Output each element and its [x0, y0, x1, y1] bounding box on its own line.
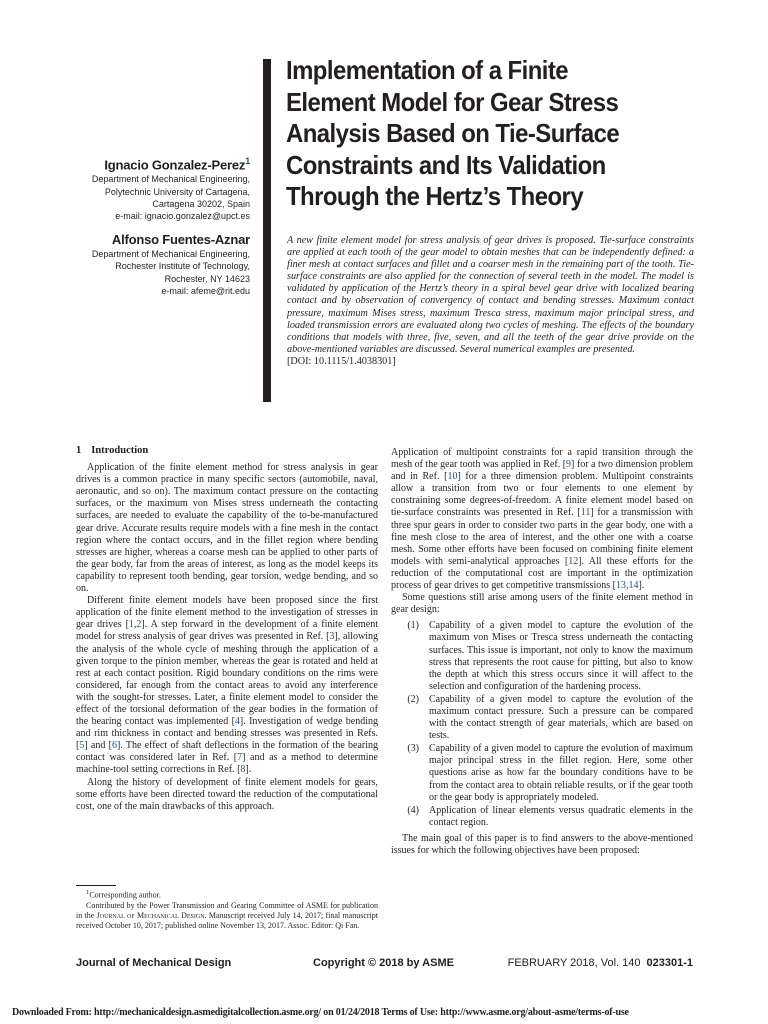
author-affiliation-line: Rochester Institute of Technology, — [115, 261, 250, 272]
citation-link[interactable]: 9 — [566, 459, 572, 471]
paragraph: Application of the finite element method for stress analysis in gear drives is a common practice in many specific sectors (automobile, naval, aeronautic, and so on). The maximum contact pressure on the contacting surfaces, or the maximum von Mises stress underneath the contacting surfaces, are needed to evaluate the capability of the to-be-manufactured gear drive. Accurate results require models with a fine mesh in the contact region where the contact occurs, and in the fillet region where bending stresses are higher, whereas a coarse mesh can be applied to other parts of the gear body, far from the areas of interest, as long as the model keeps its capability to represent tooth bending, gear torsion, wedge bending, and so on. — [76, 462, 378, 595]
author-affiliation-line: Rochester, NY 14623 — [164, 273, 250, 284]
footnotes — [76, 888, 378, 931]
list-item — [391, 805, 693, 829]
author-affiliation-line: Department of Mechanical Engineering, — [91, 249, 250, 260]
title-rule — [263, 59, 271, 402]
author-name: Ignacio Gonzalez-Perez — [104, 157, 246, 173]
paragraph: Application of multipoint constraints for a rapid transition through the mesh of the gear tooth was applied in Ref. [9] for a two dimension problem and in Ref. [10] for a three dimension problem. Multipoint constraints allow a transition from two or four elements to one element by constraining some degrees-of-freedom. A finite element model based on tie-surface constraints was presented in Ref. [11] for a transmission with three spur gears in order to consider two parts in the gear body, one with a fine mesh close to the area of interest, and the other one with a coarse mesh. Some other efforts have been focused on combining finite element models with semi-analytical approaches [12]. All these efforts for the reduction of the computational cost are important in the optimization process of gear drives to get competitive transmissions [13,14]. — [391, 447, 694, 592]
list-item-label: (4) — [407, 804, 419, 816]
author-list — [10, 153, 250, 297]
citation-link[interactable]: 10 — [447, 471, 458, 483]
author-email[interactable]: e-mail: ignacio.gonzalez@upct.es — [115, 210, 250, 221]
list-item-label: (3) — [407, 743, 419, 755]
paragraph: Along the history of development of finite element models for gears, some efforts have been directed toward the reduction of the computational cost, one of the main drawbacks of this approach. — [76, 776, 378, 812]
author-affiliation-line: Department of Mechanical Engineering, — [91, 174, 250, 185]
corresponding-mark[interactable]: 1 — [245, 156, 250, 166]
author-2 — [10, 232, 250, 297]
citation-link[interactable]: 7 — [237, 752, 243, 764]
section-title: Introduction — [91, 445, 149, 456]
citation-link[interactable]: 11 — [580, 507, 591, 519]
citation-link[interactable]: 13,14 — [615, 580, 639, 592]
title-line: Constraints and Its Validation — [286, 149, 606, 180]
paragraph: Different finite element models have been proposed since the first application of the finite element method to the investigation of stresses in gear drives [1,2]. A step forward in the development of a finite element model for stress analysis of gear drives was presented in Ref. [3], allowing the analysis of the whole cycle of meshing through the application of a given torque to the pinion member, whereas the gear is rotated and held at rest at each contact position. Rigid boundary conditions on the rims were considered, far enough from the contact areas to avoid any interference with the sought-for stresses. Later, a finite element model to consider the effect of the torsional deformation of the gear bodies in the formation of the bearing contact was implemented [4]. Investigation of wedge bending and rim thickness in contact and bending stresses was presented in Refs. [5] and [6]. The effect of shaft deflections in the formation of the bearing contact was considered later in Ref. [7] and as a method to determine machine-tool setting corrections in Ref. [8]. — [76, 595, 379, 776]
list-item-text: Application of linear elements versus quadratic elements in the contact region. — [429, 804, 693, 828]
paragraph: The main goal of this paper is to find answers to the above-mentioned issues for which the following objectives have been proposed: — [391, 832, 693, 856]
list-item — [391, 694, 693, 742]
section-number: 1 — [76, 445, 82, 456]
left-column — [76, 445, 378, 813]
citation-link[interactable]: 12 — [568, 555, 579, 567]
download-notice[interactable]: Downloaded From: http://mechanicaldesign.asmedigitalcollection.asme.org/ on 01/24/2018 Terms of Use: http://www.asme.org/about-asme/terms-of-use — [12, 1007, 629, 1018]
citation-link[interactable]: 2 — [136, 619, 142, 631]
author-affiliation-line: Cartagena 30202, Spain — [152, 198, 250, 209]
list-item — [391, 620, 693, 693]
list-item-text: Capability of a given model to capture the evolution of the maximum contact pressure. Such a pressure can be compared with the contact strength of gear materials, which are based on tests. — [429, 693, 693, 742]
footnote-contribution: Contributed by the Power Transmission and Gearing Committee of ASME for publication in the Journal of Mechanical Design. Manuscript received July 14, 2017; final manuscript received October 10, 2017; published online November 13, 2017. Assoc. Editor: Qi Fan. — [76, 900, 379, 930]
citation-link[interactable]: 8 — [240, 764, 246, 776]
abstract — [287, 235, 694, 368]
citation-link[interactable]: 5 — [79, 740, 85, 752]
list-item-text: Capability of a given model to capture the evolution of maximum major principal stress in the fillet region. Here, some other questions arise as how far the boundary conditions have to be from the contact area to obtain reliable results, or if the gear tooth or the gear body is appropriately modeled. — [429, 743, 693, 803]
list-item-label: (2) — [407, 693, 419, 705]
section-heading — [76, 445, 378, 457]
footer-journal: Journal of Mechanical Design — [76, 957, 232, 969]
footnote-mark: 1 — [86, 889, 90, 896]
title-line: Implementation of a Finite — [286, 55, 569, 85]
title-line: Analysis Based on Tie-Surface — [286, 118, 620, 148]
footnote-corresponding: $^1$Corresponding author. — [86, 889, 161, 900]
right-column — [391, 447, 693, 857]
title-line: Element Model for Gear Stress — [286, 86, 619, 117]
title-line: Through the Hertz’s Theory — [286, 181, 584, 211]
footer-copyright: Copyright © 2018 by ASME — [313, 957, 454, 969]
list-item — [391, 743, 693, 803]
doi[interactable]: [DOI: 10.1115/1.4038301] — [287, 355, 396, 367]
citation-link[interactable]: 4 — [234, 716, 240, 728]
paragraph: Some questions still arise among users of the finite element method in gear design: — [391, 592, 693, 616]
citation-link[interactable]: 1 — [128, 619, 134, 631]
list-item-text: Capability of a given model to capture the evolution of the maximum von Mises or Tresca stress underneath the contacting surfaces. This issue is important, not only to know the maximum stress that represents the root cause for pitting, but also to know the depth at which this stress occurs since it will affect to the selection and configuration of the hardening process. — [429, 620, 693, 692]
citation-link[interactable]: 3 — [329, 631, 335, 643]
footer-issue: FEBRUARY 2018, Vol. 140 023301-1 — [507, 957, 693, 969]
page-footer — [76, 957, 693, 971]
list-item-label: (1) — [407, 620, 419, 632]
abstract-text: A new finite element model for stress analysis of gear drives is proposed. Tie-surface constraints are applied at each tooth of the gear model to obtain meshes that can be independently defined: a finer mesh at contact surfaces and fillet and a coarser mesh in the remaining part of the tooth. Tie-surface constraints are also applied for the connection of several teeth in the model. The model is validated by application of the Hertz’s theory in a spiral bevel gear drive with localized bearing contact and by observation of convergency of contact and bending stresses. Maximum contact pressure, maximum Mises stress, maximum Tresca stress, maximum major principal stress, and loaded transmission errors are evaluated along two cycles of meshing. The effects of the boundary conditions that models with three, five, seven, and all the teeth of the gear drive provide on the above-mentioned variables are discussed. Several numerical examples are presented. — [287, 235, 694, 355]
question-list — [391, 620, 693, 829]
footer-article-number: 023301-1 — [646, 957, 693, 969]
journal-name: Journal of Mechanical Design — [96, 910, 205, 920]
footnote-divider — [76, 885, 116, 886]
citation-link[interactable]: 6 — [111, 740, 117, 752]
author-email[interactable]: e-mail: afeme@rit.edu — [161, 285, 250, 296]
author-1 — [10, 153, 250, 222]
author-affiliation-line: Polytechnic University of Cartagena, — [104, 186, 250, 197]
paper-title — [286, 55, 691, 213]
author-name: Alfonso Fuentes-Aznar — [111, 232, 250, 248]
